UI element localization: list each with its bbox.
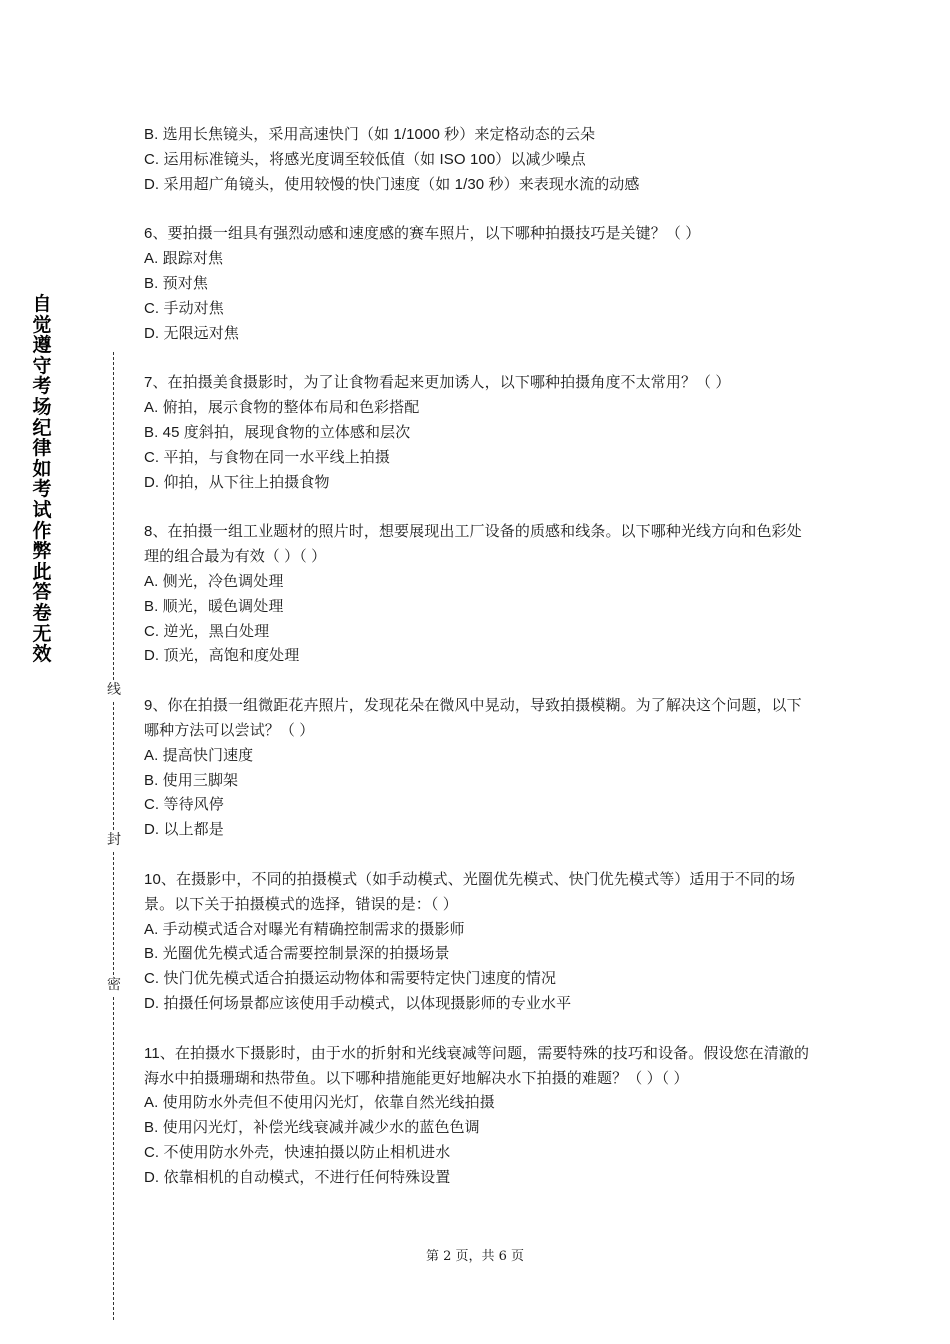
option-b: B. 使用三脚架 [144,771,239,789]
seal-label-line: 线 [107,682,121,698]
option-item: D. 采用超广角镜头，使用较慢的快门速度（如 1/30 秒）来表现水流的动感 [144,175,640,193]
question-stem: 11、在拍摄水下摄影时，由于水的折射和光线衰减等问题，需要特殊的技巧和设备。假设您在清澈的海水中拍摄珊瑚和热带鱼。以下哪种措施能更好地解决水下拍摄的难题？（ ）（ ） [144,1044,810,1087]
option-c: C. 等待风停 [144,796,224,814]
option-d: D. 以上都是 [144,821,224,839]
question-content [144,123,810,1190]
question-stem: 6、要拍摄一组具有强烈动感和速度感的赛车照片，以下哪种拍摄技巧是关键？（ ） [144,225,701,243]
question-9 [144,694,810,843]
option-b: B. 预对焦 [144,274,208,292]
seal-label-seal: 封 [107,832,121,848]
option-c: C. 不使用防水外壳，快速拍摄以防止相机进水 [144,1143,451,1161]
seal-label-secret: 密 [107,977,121,993]
option-b: B. 顺光，暖色调处理 [144,597,284,615]
question-6 [144,222,810,346]
option-d: D. 依靠相机的自动模式，不进行任何特殊设置 [144,1168,451,1186]
option-d: D. 拍摄任何场景都应该使用手动模式，以体现摄影师的专业水平 [144,994,572,1012]
exam-discipline-notice: 自觉遵守考场纪律如考试作弊此答卷无效 [32,294,52,666]
option-b: B. 45 度斜拍，展现食物的立体感和层次 [144,423,411,441]
option-c: C. 手动对焦 [144,299,224,317]
option-a: A. 手动模式适合对曝光有精确控制需求的摄影师 [144,920,465,938]
option-a: A. 提高快门速度 [144,746,254,764]
option-c: C. 快门优先模式适合拍摄运动物体和需要特定快门速度的情况 [144,970,557,988]
question-stem: 9、你在拍摄一组微距花卉照片，发现花朵在微风中晃动，导致拍摄模糊。为了解决这个问题，以下哪种方法可以尝试？（ ） [144,697,802,739]
option-a: A. 跟踪对焦 [144,250,224,268]
question-stem: 10、在摄影中，不同的拍摄模式（如手动模式、光圈优先模式、快门优先模式等）适用于不同的场景。以下关于拍摄模式的选择，错误的是：（ ） [144,870,796,913]
option-b: B. 光圈优先模式适合需要控制景深的拍摄场景 [144,945,450,963]
option-d: D. 仰拍，从下往上拍摄食物 [144,473,330,491]
option-c: C. 平拍，与食物在同一水平线上拍摄 [144,448,390,466]
continued-options [144,123,810,197]
option-b: B. 使用闪光灯，补偿光线衰减并减少水的蓝色色调 [144,1119,480,1137]
option-d: D. 无限远对焦 [144,324,239,342]
question-10 [144,868,810,1017]
option-item: C. 运用标准镜头，将感光度调至较低值（如 ISO 100）以减少噪点 [144,150,586,168]
option-a: A. 侧光，冷色调处理 [144,572,284,590]
question-stem: 8、在拍摄一组工业题材的照片时，想要展现出工厂设备的质感和线条。以下哪种光线方向和色彩处理的组合最为有效（ ）（ ） [144,523,802,566]
question-8 [144,520,810,669]
option-a: A. 俯拍，展示食物的整体布局和色彩搭配 [144,399,420,417]
option-item: B. 选用长焦镜头，采用高速快门（如 1/1000 秒）来定格动态的云朵 [144,126,596,143]
option-a: A. 使用防水外壳但不使用闪光灯，依靠自然光线拍摄 [144,1094,495,1112]
option-c: C. 逆光，黑白处理 [144,622,270,640]
question-7 [144,371,810,495]
page-number: 第 2 页，共 6 页 [425,1249,525,1264]
option-d: D. 顶光，高饱和度处理 [144,647,300,665]
question-11 [144,1042,810,1191]
question-stem: 7、在拍摄美食摄影时，为了让食物看起来更加诱人，以下哪种拍摄角度不太常用？（ ） [144,374,731,392]
